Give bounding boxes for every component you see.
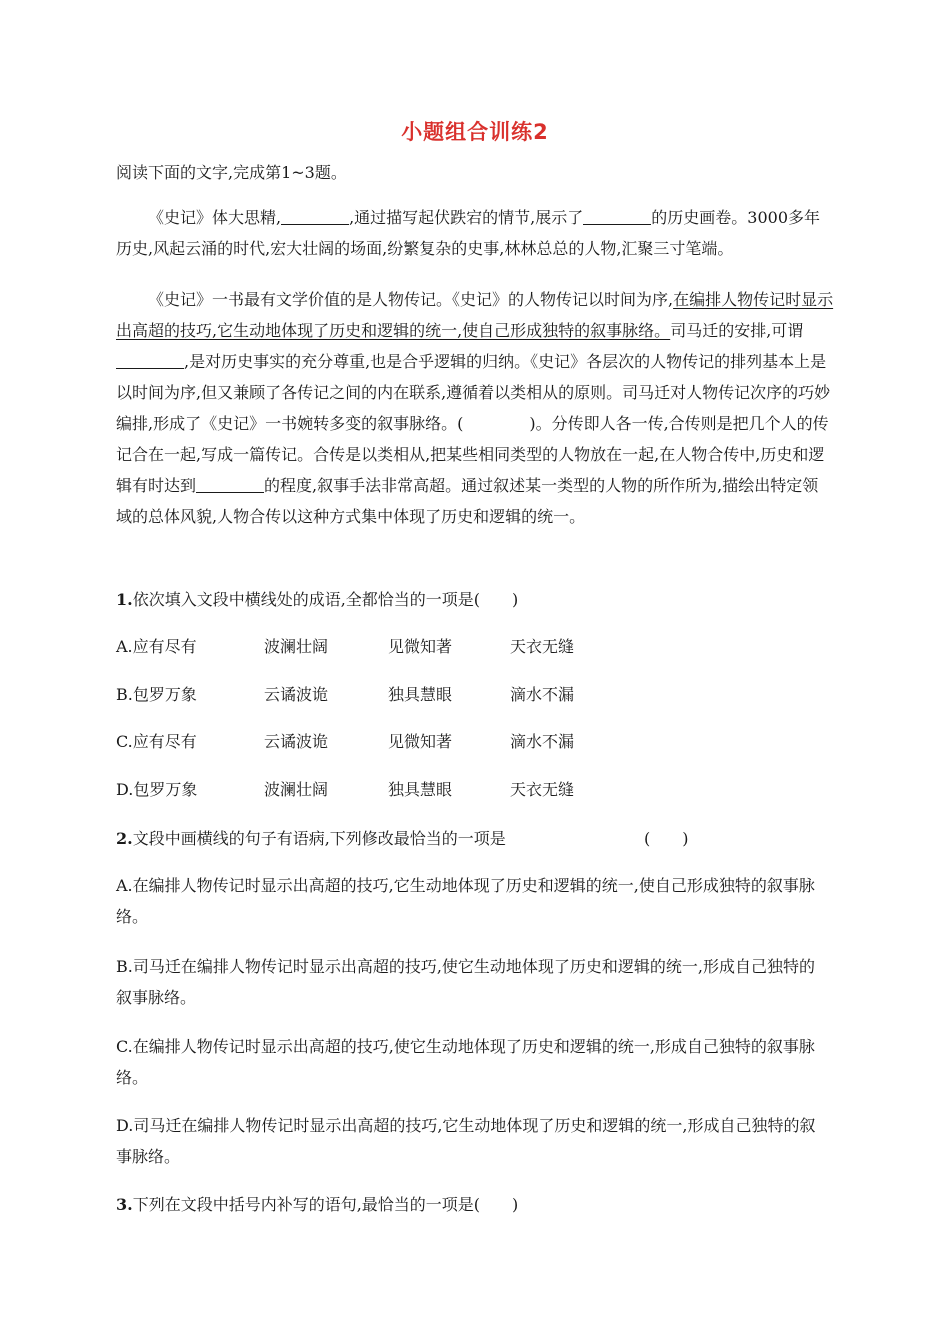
option-label: D.包罗万象 (116, 780, 198, 799)
reading-instruction: 阅读下面的文字,完成第1~3题。 (116, 163, 347, 182)
option-word: 独具慧眼 (388, 685, 453, 704)
q2-option-a: A.在编排人物传记时显示出高超的技巧,它生动地体现了历史和逻辑的统一,使自己形成独特的叙事脉络。 (116, 876, 815, 926)
option-word: 见微知著 (388, 732, 453, 751)
underlined-sentence: 在编排人物传记时显示出高超的技巧,它生动地体现了历史和逻辑的统一,使自己形成独特的叙事脉络。 (116, 290, 834, 340)
q2-option-c: C.在编排人物传记时显示出高超的技巧,使它生动地体现了历史和逻辑的统一,形成自己独特的叙事脉络。 (116, 1037, 815, 1087)
para1-text-1: 《史记》体大思精, (148, 208, 282, 227)
question-number: 2. (116, 829, 133, 848)
fill-blank-1 (281, 208, 349, 225)
para2-text-5: 的程度,叙事手法非常高超。通过叙述某一类型的人物的所作所为,描绘出特定领域的总体风貌,人物合传以这种方式集中体现了历史和逻辑的统一。 (116, 476, 819, 526)
page-title: 小题组合训练2 (401, 120, 549, 144)
fill-blank-2 (583, 208, 651, 225)
option-label: B.包罗万象 (116, 685, 197, 704)
option-word: 滴水不漏 (510, 732, 575, 751)
question-text: 下列在文段中括号内补写的语句,最恰当的一项是( ) (132, 1195, 519, 1214)
fill-blank-3 (116, 352, 184, 369)
question-text: 文段中画横线的句子有语病,下列修改最恰当的一项是 (132, 829, 506, 848)
para1-text-2: ,通过描写起伏跌宕的情节,展示了 (349, 208, 584, 227)
question-text: 依次填入文段中横线处的成语,全都恰当的一项是( ) (132, 590, 519, 609)
q2-option-d: D.司马迁在编排人物传记时显示出高超的技巧,它生动地体现了历史和逻辑的统一,形成自己独特的叙事脉络。 (116, 1116, 816, 1166)
para2-text-4: )。分传即人各一传,合传则是把几个人的传记合在一起,写成一篇传记。合传是以类相从,把某些相同类型的人物放在一起,在人物合传中,历史和逻辑有时达到 (116, 414, 829, 495)
option-word: 云谲波诡 (264, 685, 329, 704)
question-number: 1. (116, 590, 133, 609)
question-3 (116, 1190, 834, 1220)
para2-text-2: 司马迁的安排,可谓 (670, 321, 804, 340)
passage-paragraph-1 (116, 202, 834, 264)
question-1 (116, 585, 834, 615)
passage-paragraph-2 (116, 284, 834, 532)
para1-text-3: 的历史画卷。3000多年历史,风起云涌的时代,宏大壮阔的场面,纷繁复杂的史事,林林总总的人物,汇聚三寸笔端。 (116, 208, 821, 258)
question-number: 3. (116, 1195, 133, 1214)
option-word: 见微知著 (388, 637, 453, 656)
answer-parenthesis: ( ) (644, 829, 689, 848)
option-word: 波澜壮阔 (264, 780, 329, 799)
option-word: 滴水不漏 (510, 685, 575, 704)
fill-blank-4 (196, 476, 264, 493)
para2-text-1: 《史记》一书最有文学价值的是人物传记。《史记》的人物传记以时间为序, (148, 290, 674, 309)
option-word: 独具慧眼 (388, 780, 453, 799)
option-label: C.应有尽有 (116, 732, 197, 751)
question-2 (116, 824, 834, 854)
para2-text-3: ,是对历史事实的充分尊重,也是合乎逻辑的归纳。《史记》各层次的人物传记的排列基本上是以时间为序,但又兼顾了各传记之间的内在联系,遵循着以类相从的原则。司马迁对人物传记次序的巧妙编排,形成了《史记》一书婉转多变的叙事脉络。( (116, 352, 831, 433)
option-word: 天衣无缝 (510, 780, 575, 799)
option-word: 天衣无缝 (510, 637, 575, 656)
q2-option-b: B.司马迁在编排人物传记时显示出高超的技巧,使它生动地体现了历史和逻辑的统一,形成自己独特的叙事脉络。 (116, 957, 816, 1007)
option-word: 云谲波诡 (264, 732, 329, 751)
option-word: 波澜壮阔 (264, 637, 329, 656)
option-label: A.应有尽有 (116, 637, 197, 656)
